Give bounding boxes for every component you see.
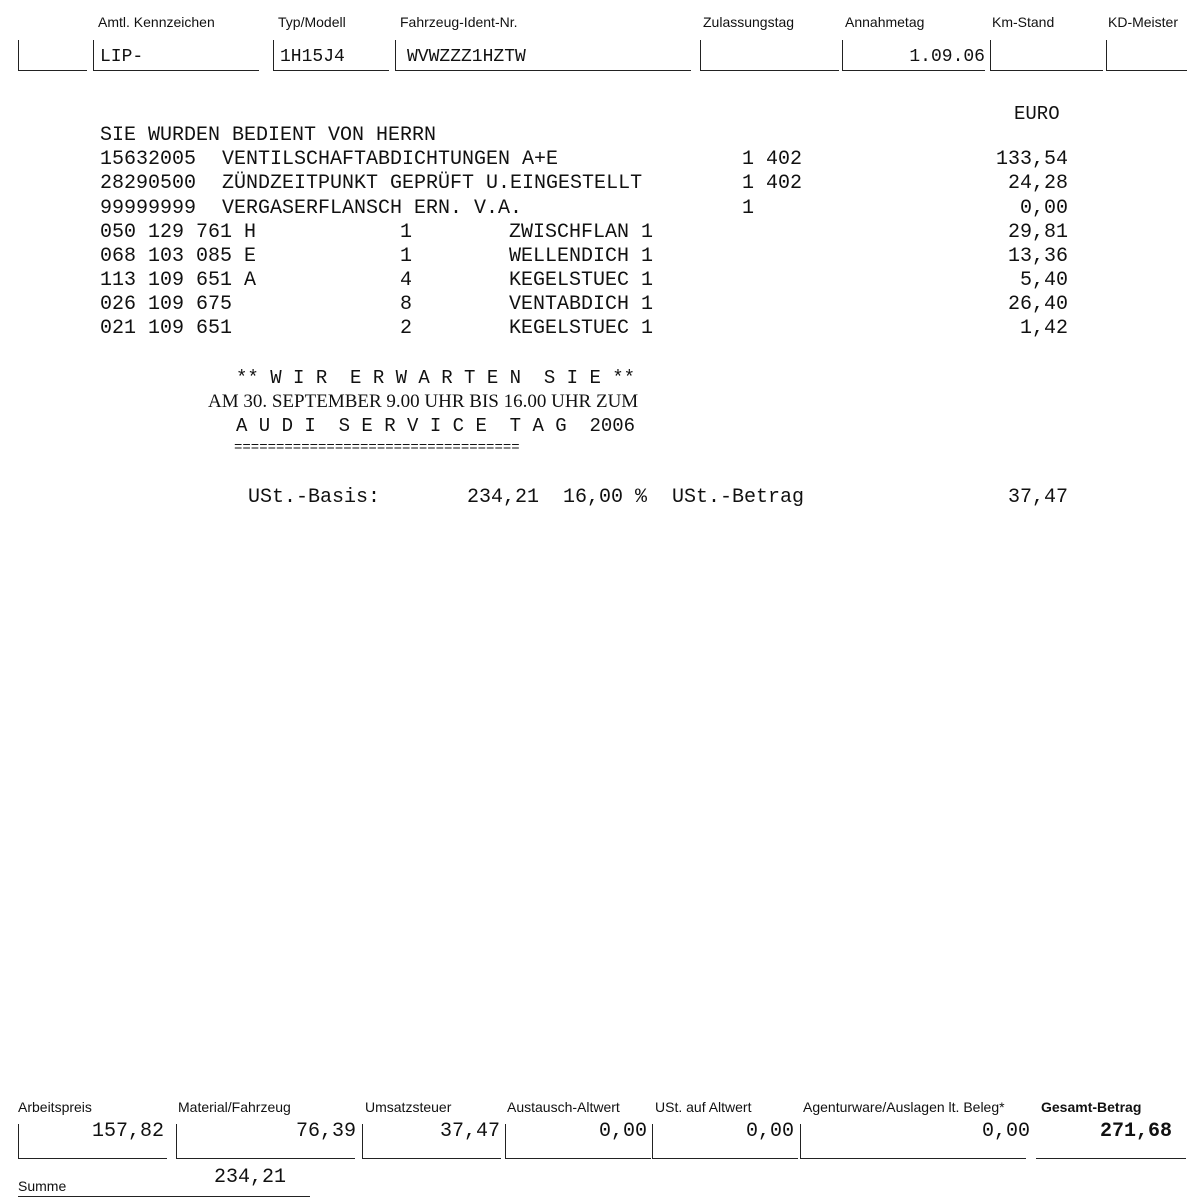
item-name: ZWISCHFLAN 1 [509, 221, 654, 244]
promo-line-3: A U D I S E R V I C E T A G 2006 [236, 415, 636, 437]
label-kennzeichen: Amtl. Kennzeichen [98, 14, 215, 30]
item-amount: 133,54 [995, 148, 1068, 171]
item-ref: 1 [742, 197, 755, 220]
item-name: KEGELSTUEC 1 [509, 317, 654, 340]
served-by: SIE WURDEN BEDIENT VON HERRN [100, 124, 437, 147]
item-name: WELLENDICH 1 [509, 245, 654, 268]
item-code: 15632005 [100, 148, 197, 171]
label-zulassung: Zulassungstag [703, 14, 795, 30]
label-gesamt: Gesamt-Betrag [1041, 1099, 1142, 1115]
item-amount: 13,36 [1007, 245, 1068, 268]
summe-underline [18, 1196, 310, 1197]
item-qty: 4 [400, 269, 413, 292]
field-box-kd [1106, 40, 1187, 71]
value-annahme: 1.09.06 [909, 47, 985, 67]
value-typ: 1H15J4 [280, 47, 345, 67]
item-qty: 2 [400, 317, 413, 340]
label-material: Material/Fahrzeug [178, 1099, 291, 1115]
label-austausch: Austausch-Altwert [507, 1099, 620, 1115]
promo-line-1: ** W I R E R W A R T E N S I E ** [236, 367, 636, 389]
value-summe: 234,21 [214, 1166, 287, 1189]
tax-amount-label: USt.-Betrag [672, 486, 805, 509]
label-ust-alt: USt. auf Altwert [655, 1099, 752, 1115]
label-km: Km-Stand [992, 14, 1055, 30]
item-ref: 1 402 [742, 172, 803, 195]
field-box-zulassung [700, 40, 839, 71]
item-amount: 24,28 [1007, 172, 1068, 195]
item-name: KEGELSTUEC 1 [509, 269, 654, 292]
item-desc: VENTILSCHAFTABDICHTUNGEN A+E [222, 148, 559, 171]
value-gesamt: 271,68 [1099, 1120, 1172, 1143]
item-code: 021 109 651 [100, 317, 233, 340]
field-box-leading [18, 40, 87, 71]
value-austausch: 0,00 [598, 1120, 647, 1143]
value-material: 76,39 [295, 1120, 356, 1143]
label-arbeitspreis: Arbeitspreis [18, 1099, 92, 1115]
tax-amount: 37,47 [1007, 486, 1068, 509]
item-desc: ZÜNDZEITPUNKT GEPRÜFT U.EINGESTELLT [222, 172, 643, 195]
tax-basis: 234,21 [467, 486, 540, 509]
item-ref: 1 402 [742, 148, 803, 171]
label-ident: Fahrzeug-Ident-Nr. [400, 14, 518, 30]
item-code: 99999999 [100, 197, 197, 220]
value-arbeitspreis: 157,82 [91, 1120, 164, 1143]
value-umsatzsteuer: 37,47 [439, 1120, 500, 1143]
label-summe: Summe [18, 1178, 67, 1194]
currency-label: EURO [1014, 103, 1060, 125]
item-amount: 5,40 [1019, 269, 1068, 292]
item-amount: 26,40 [1007, 293, 1068, 316]
tax-basis-label: USt.-Basis: [248, 486, 381, 509]
item-amount: 1,42 [1019, 317, 1068, 340]
item-code: 050 129 761 H [100, 221, 257, 244]
label-typ: Typ/Modell [278, 14, 346, 30]
label-annahme: Annahmetag [845, 14, 925, 30]
promo-line-2: AM 30. SEPTEMBER 9.00 UHR BIS 16.00 UHR ZUM [208, 391, 639, 412]
item-code: 113 109 651 A [100, 269, 257, 292]
field-box-km [990, 40, 1103, 71]
promo-rule: ================================== [234, 440, 520, 456]
item-qty: 1 [400, 221, 413, 244]
value-ust-alt: 0,00 [745, 1120, 794, 1143]
item-amount: 29,81 [1007, 221, 1068, 244]
item-qty: 1 [400, 245, 413, 268]
item-desc: VERGASERFLANSCH ERN. V.A. [222, 197, 523, 220]
item-code: 28290500 [100, 172, 197, 195]
tax-rate: 16,00 % [563, 486, 648, 509]
item-code: 026 109 675 [100, 293, 233, 316]
label-agentur: Agenturware/Auslagen lt. Beleg* [803, 1099, 1005, 1115]
item-amount: 0,00 [1019, 197, 1068, 220]
item-qty: 8 [400, 293, 413, 316]
value-agentur: 0,00 [981, 1120, 1030, 1143]
value-kennzeichen: LIP- [100, 47, 144, 67]
item-code: 068 103 085 E [100, 245, 257, 268]
item-name: VENTABDICH 1 [509, 293, 654, 316]
label-umsatzsteuer: Umsatzsteuer [365, 1099, 452, 1115]
label-kd: KD-Meister [1108, 14, 1179, 30]
value-ident: WVWZZZ1HZTW [407, 47, 526, 67]
